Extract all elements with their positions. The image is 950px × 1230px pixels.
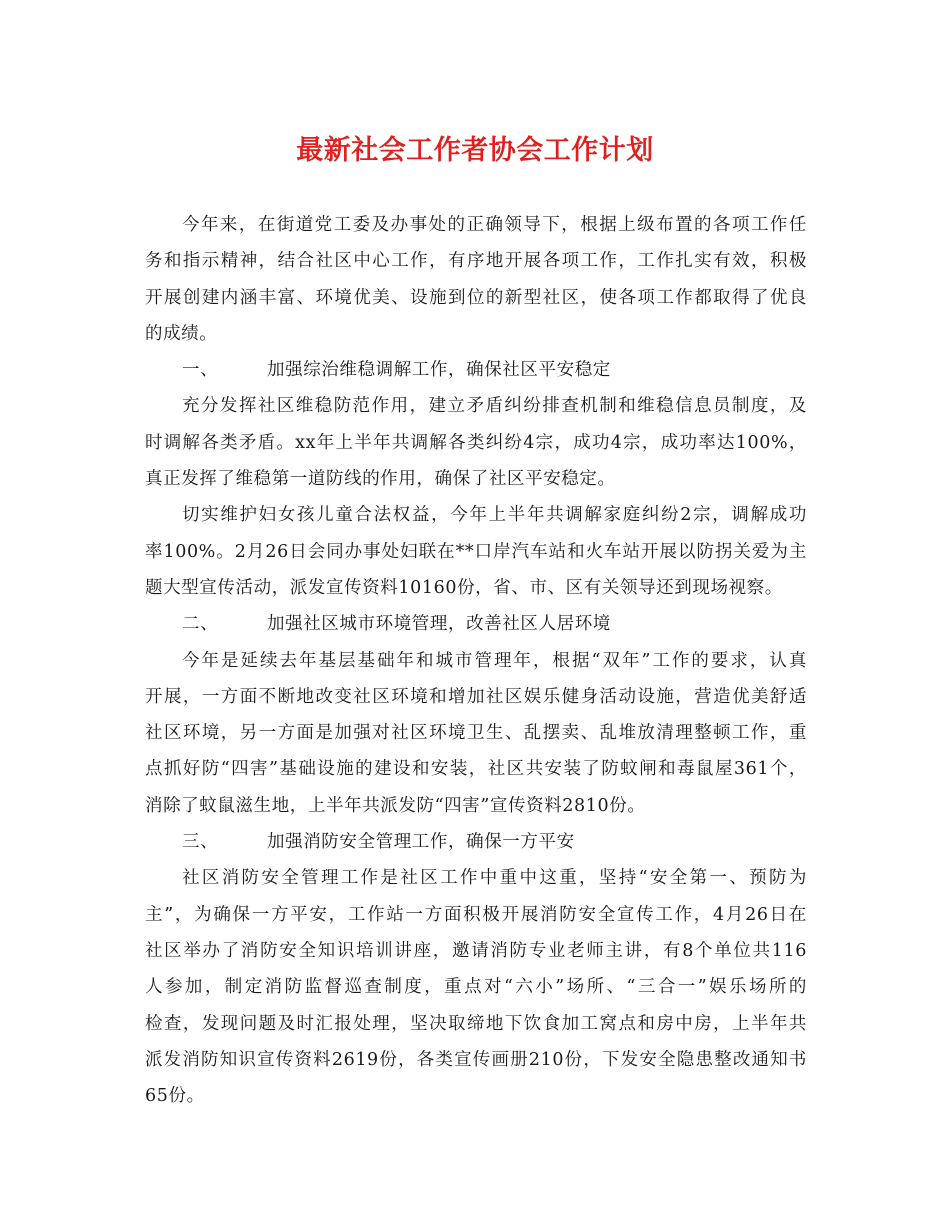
paragraph-line: 社区举办了消防安全知识培训讲座，邀请消防专业老师主讲，有8个单位共116 xyxy=(145,940,807,961)
paragraph-line: 切实维护妇女孩儿童合法权益，今年上半年共调解家庭纠纷2宗，调解成功 xyxy=(182,505,807,526)
paragraph-line: 65份。 xyxy=(145,1086,205,1107)
paragraph-line: 题大型宣传活动，派发宣传资料10160份，省、市、区有关领导还到现场视察。 xyxy=(145,577,783,598)
section-heading-3 xyxy=(145,824,807,860)
paragraph-line: 点抓好防“四害”基础设施的建设和安装，社区共安装了防蚊闸和毒鼠屋361个， xyxy=(145,759,807,780)
paragraph-line: 充分发挥社区维稳防范作用，建立矛盾纠纷排查机制和维稳信息员制度，及 xyxy=(182,396,807,417)
section-heading-text: 加强社区城市环境管理，改善社区人居环境 xyxy=(267,614,611,635)
paragraph-line: 主”，为确保一方平安，工作站一方面积极开展消防安全宣传工作，4月26日在 xyxy=(145,904,807,925)
section-heading-text: 加强消防安全管理工作，确保一方平安 xyxy=(267,832,575,853)
paragraph-line: 开展创建内涵丰富、环境优美、设施到位的新型社区，使各项工作都取得了优良 xyxy=(145,287,807,308)
document-title: 最新社会工作者协会工作计划 xyxy=(296,135,654,166)
paragraph-line: 检查，发现问题及时汇报处理，坚决取缔地下饮食加工窝点和房中房，上半年共 xyxy=(145,1013,807,1034)
section-heading-1 xyxy=(145,352,807,388)
document-body xyxy=(145,207,807,1114)
paragraph-line: 人参加，制定消防监督巡查制度，重点对“六小”场所、“三合一”娱乐场所的 xyxy=(145,977,807,998)
section-heading-text: 加强综治维稳调解工作，确保社区平安稳定 xyxy=(267,360,611,381)
paragraph-line: 今年是延续去年基层基础年和城市管理年，根据“双年”工作的要求，认真 xyxy=(182,650,807,671)
paragraph-line: 真正发挥了维稳第一道防线的作用，确保了社区平安稳定。 xyxy=(145,469,616,490)
paragraph-line: 开展，一方面不断地改变社区环境和增加社区娱乐健身活动设施，营造优美舒适 xyxy=(145,686,807,707)
paragraph-line: 的成绩。 xyxy=(145,323,218,344)
paragraph-line: 务和指示精神，结合社区中心工作，有序地开展各项工作，工作扎实有效，积极 xyxy=(145,251,807,272)
paragraph-line: 社区消防安全管理工作是社区工作中重中这重，坚持“安全第一、预防为 xyxy=(182,868,807,889)
paragraph-line: 今年来，在街道党工委及办事处的正确领导下，根据上级布置的各项工作任 xyxy=(182,215,807,235)
section-number: 一、 xyxy=(182,360,219,381)
paragraph-line: 率100%。2月26日会同办事处妇联在**口岸汽车站和火车站开展以防拐关爱为主 xyxy=(145,541,807,562)
paragraph-line: 时调解各类矛盾。xx年上半年共调解各类纠纷4宗，成功4宗，成功率达100%， xyxy=(145,432,807,453)
section-number: 二、 xyxy=(182,614,219,635)
section-number: 三、 xyxy=(182,832,219,853)
paragraph-line: 消除了蚊鼠滋生地，上半年共派发防“四害”宣传资料2810份。 xyxy=(145,795,646,816)
section-heading-2 xyxy=(145,606,807,642)
paragraph-line: 派发消防知识宣传资料2619份，各类宣传画册210份，下发安全隐患整改通知书 xyxy=(145,1049,807,1070)
paragraph-line: 社区环境，另一方面是加强对社区环境卫生、乱摆卖、乱堆放清理整顿工作，重 xyxy=(145,723,807,744)
